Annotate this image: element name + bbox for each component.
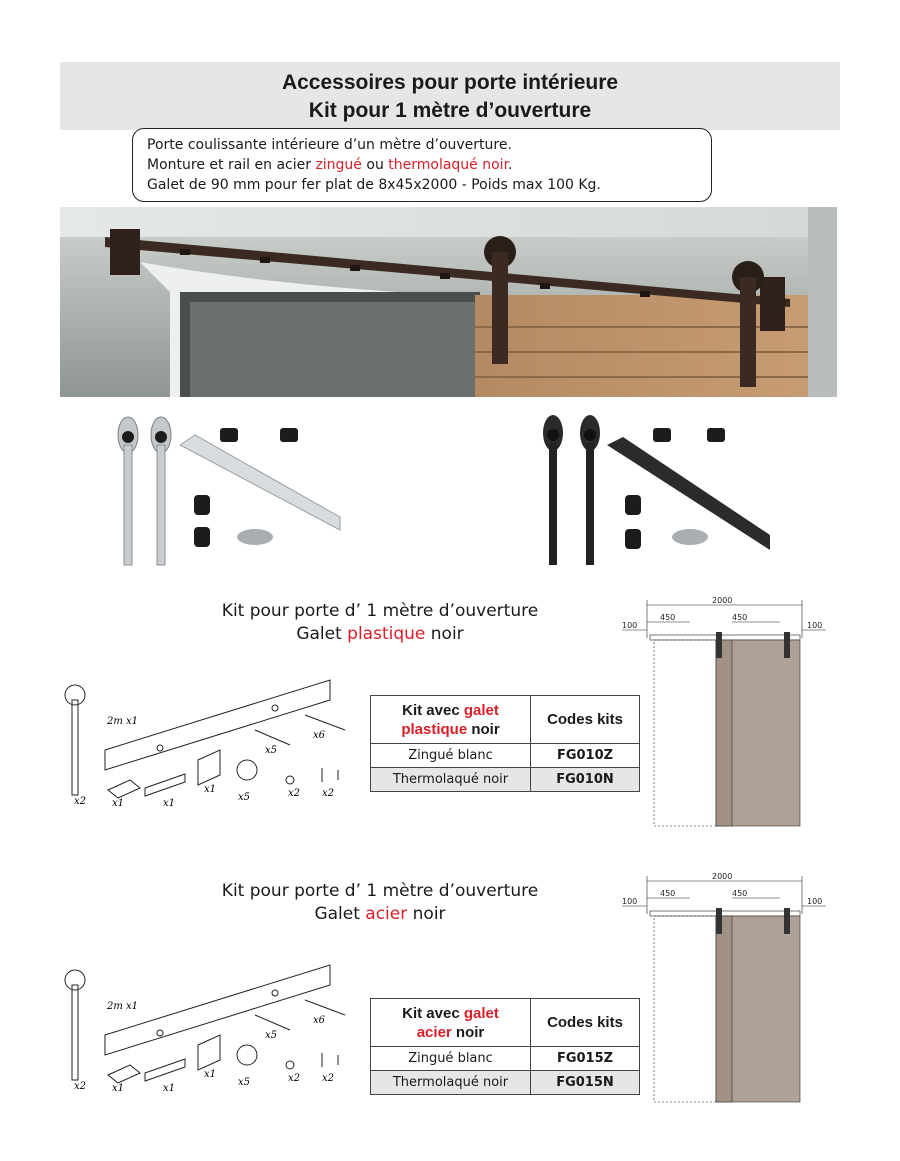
kit2-title-pre: Galet [314, 904, 366, 924]
intro-line1: Porte coulissante intérieure d’un mètre d’ouverture. [147, 137, 512, 153]
kit2-dim-right: 100 [807, 897, 823, 906]
kit2-qty-rail: 2m x1 [107, 1001, 139, 1012]
kit2-qty-bracket: x1 [163, 1083, 176, 1094]
kit1-qty-rail: 2m x1 [107, 716, 139, 727]
kit1-dim-inner-right: 450 [732, 613, 748, 622]
table-row [371, 768, 640, 792]
kit2-qty-anchor: x2 [322, 1073, 335, 1084]
kit1-qty-anchor: x2 [322, 788, 335, 799]
kit1-dimension-diagram [612, 590, 832, 830]
kit2-qty-bumper: x1 [112, 1083, 125, 1094]
intro-line3: Galet de 90 mm pour fer plat de 8x45x2000 - Poids max 100 Kg. [147, 177, 601, 193]
kit1-row2-code: FG010N [531, 768, 640, 792]
intro-line2 [147, 155, 697, 175]
kit1-dim-inner-left: 450 [660, 613, 676, 622]
intro-thermolaque: thermolaqué noir [388, 157, 509, 173]
kit1-title-post: noir [425, 624, 464, 644]
kit2-dim-inner-left: 450 [660, 889, 676, 898]
kit2-title-line2 [180, 903, 580, 926]
kit1-qty-guide: x1 [204, 784, 217, 795]
kit2-qty-stop: x2 [288, 1073, 301, 1084]
kit1-row1-label: Zingué blanc [371, 744, 531, 768]
kit1-title-line1: Kit pour porte d’ 1 mètre d’ouverture [221, 601, 539, 621]
kit1-dim-left: 100 [622, 621, 638, 630]
kit1-qty-bolt: x5 [265, 745, 278, 756]
product-photo [60, 207, 837, 397]
hanger-icon [118, 417, 171, 565]
table-row [371, 1047, 640, 1071]
kit2-qty-guide: x1 [204, 1069, 217, 1080]
kit2-qty-bolt: x5 [265, 1030, 278, 1041]
kit2-components-drawing [60, 955, 360, 1095]
parts-noir-illustration [535, 405, 795, 575]
kit2-title-post: noir [407, 904, 446, 924]
kit1-dim-total: 2000 [712, 596, 733, 605]
kit1-row2-label: Thermolaqué noir [371, 768, 531, 792]
kit2-title [180, 880, 580, 926]
kit1-codes-table [370, 695, 640, 792]
kit2-dim-total: 2000 [712, 872, 733, 881]
kit2-row2-code: FG015N [531, 1071, 640, 1095]
kit2-head-red: galet [463, 1004, 499, 1022]
kit1-qty-hanger: x2 [74, 796, 87, 807]
kit1-qty-bumper: x1 [112, 798, 125, 809]
kit1-dim-right: 100 [807, 621, 823, 630]
kit2-head-post: noir [451, 1023, 485, 1041]
kit2-table-head-codes: Codes kits [531, 999, 640, 1047]
kit2-qty-screw: x6 [313, 1015, 326, 1026]
kit1-head-pre: Kit avec [402, 701, 464, 719]
kit2-head-pre: Kit avec [402, 1004, 464, 1022]
table-row [371, 1071, 640, 1095]
kit2-dim-inner-right: 450 [732, 889, 748, 898]
page-title-line1: Accessoires pour porte intérieure [281, 71, 619, 94]
kit2-dimension-diagram [612, 866, 832, 1106]
kit2-title-red: acier [365, 904, 408, 924]
kit1-table-head-codes: Codes kits [531, 696, 640, 744]
kit1-title [180, 600, 580, 646]
kit2-codes-table [370, 998, 640, 1095]
kit1-row1-code: FG010Z [531, 744, 640, 768]
kit2-row1-code: FG015Z [531, 1047, 640, 1071]
kit1-table-head-kit [371, 696, 531, 744]
intro-text: ou [361, 157, 389, 173]
kit1-head-red: galet plastique [401, 701, 499, 738]
kit1-qty-screw: x6 [313, 730, 326, 741]
kit1-title-red: plastique [347, 624, 426, 644]
kit1-title-pre: Galet [296, 624, 348, 644]
kit1-head-post: noir [467, 720, 500, 738]
kit2-title-line1: Kit pour porte d’ 1 mètre d’ouverture [221, 881, 539, 901]
kit2-table-head-kit [371, 999, 531, 1047]
kit1-qty-stop: x2 [288, 788, 301, 799]
table-row [371, 744, 640, 768]
kit2-row1-label: Zingué blanc [371, 1047, 531, 1071]
kit2-qty-hanger: x2 [74, 1081, 87, 1092]
kit2-row2-label: Thermolaqué noir [371, 1071, 531, 1095]
kit2-head-red2: acier [416, 1023, 452, 1041]
kit2-dim-left: 100 [622, 897, 638, 906]
intro-text: . [508, 157, 513, 173]
kit1-components-drawing [60, 670, 360, 810]
intro-box [132, 128, 712, 202]
kit1-qty-spacer: x5 [238, 792, 251, 803]
intro-zingue: zingué [315, 157, 362, 173]
kit1-title-line2 [180, 623, 580, 646]
kit1-qty-bracket: x1 [163, 798, 176, 809]
page-header [60, 62, 840, 130]
parts-zingue-illustration [95, 405, 355, 575]
kit2-qty-spacer: x5 [238, 1077, 251, 1088]
page-title-line2: Kit pour 1 mètre d’ouverture [308, 99, 592, 122]
intro-text: Monture et rail en acier [147, 157, 316, 173]
